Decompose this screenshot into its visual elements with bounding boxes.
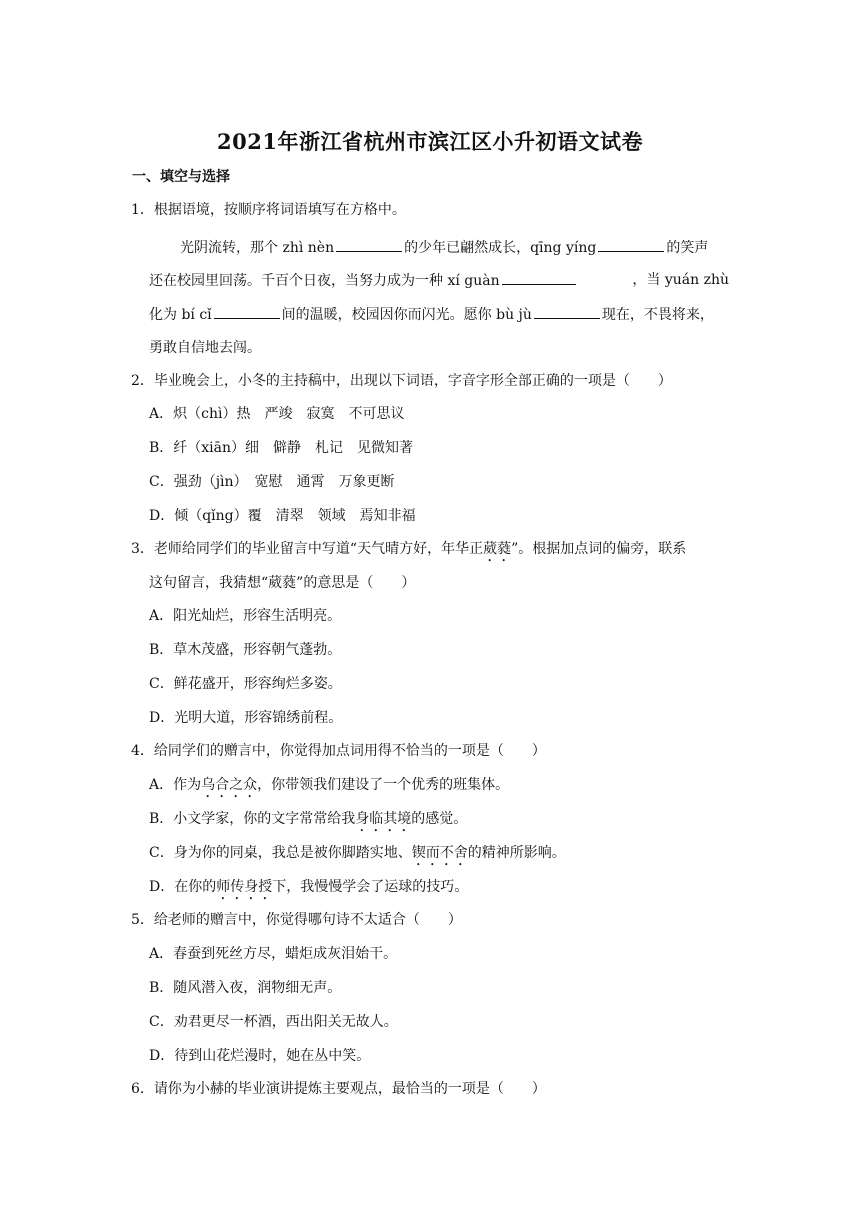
question-3-stem: 3．老师给同学们的毕业留言中写道“天气晴方好，年华正葳蕤”。根据加点词的偏旁，联系 xyxy=(131,541,687,557)
q1-paragraph-line-4: 勇敢自信地去闯。 xyxy=(149,340,261,356)
q3-option-c[interactable]: C．鲜花盛开，形容绚烂多姿。 xyxy=(149,676,342,692)
q4-option-c[interactable]: C．身为你的同桌，我总是被你脚踏实地、锲而不舍的精神所影响。 xyxy=(149,845,566,861)
section-heading: 一、填空与选择 xyxy=(132,169,230,185)
q1-paragraph-line-2: 还在校园里回荡。千百个日夜，当努力成为一种 xí guàn ，当 yuán zhù xyxy=(149,272,729,289)
q5-option-c[interactable]: C．劝君更尽一杯酒，西出阳关无故人。 xyxy=(149,1014,398,1030)
page-title: 2021年浙江省杭州市滨江区小升初语文试卷 xyxy=(217,129,643,154)
q3-option-b[interactable]: B．草木茂盛，形容朝气蓬勃。 xyxy=(149,642,342,658)
q5-option-d[interactable]: D．待到山花烂漫时，她在丛中笑。 xyxy=(149,1048,371,1064)
question-1-stem: 1．根据语境，按顺序将词语填写在方格中。 xyxy=(131,202,406,218)
q1-paragraph-line-3: 化为 bí cǐ 间的温暖，校园因你而闪光。愿你 bù jù 现在，不畏将来， xyxy=(149,304,714,325)
q4-option-a[interactable]: A．作为乌合之众，你带领我们建设了一个优秀的班集体。 xyxy=(149,777,510,793)
answer-blank[interactable] xyxy=(336,237,402,252)
q5-option-b[interactable]: B．随风潜入夜，润物细无声。 xyxy=(149,980,342,996)
question-3-stem-cont: 这句留言，我猜想“葳蕤”的意思是（ ） xyxy=(149,575,416,591)
answer-blank[interactable] xyxy=(598,237,664,252)
question-2-stem: 2．毕业晚会上，小冬的主持稿中，出现以下词语，字音字形全部正确的一项是（ ） xyxy=(131,373,672,389)
emphasized-word: 锲而不舍 xyxy=(411,845,468,861)
q2-option-b[interactable]: B．纤（xiān）细 僻静 札记 见微知著 xyxy=(149,440,414,456)
answer-blank[interactable] xyxy=(502,270,576,285)
emphasized-word: 师传身授 xyxy=(216,879,273,895)
q2-option-c[interactable]: C．强劲（jìn） 宽慰 通霄 万象更断 xyxy=(149,474,395,490)
emphasized-word: 乌合之众 xyxy=(201,777,258,793)
q2-option-a[interactable]: A．炽（chì）热 严竣 寂寞 不可思议 xyxy=(149,406,405,422)
q2-option-d[interactable]: D．倾（qǐng）覆 清翠 领域 焉知非福 xyxy=(149,508,416,524)
answer-blank[interactable] xyxy=(534,304,600,319)
question-5-stem: 5．给老师的赠言中，你觉得哪句诗不太适合（ ） xyxy=(131,912,462,928)
emphasized-word: 葳蕤 xyxy=(483,541,512,557)
q4-option-b[interactable]: B．小文学家，你的文字常常给我身临其境的感觉。 xyxy=(149,811,468,827)
q5-option-a[interactable]: A．春蚕到死丝方尽，蜡炬成灰泪始干。 xyxy=(149,946,398,962)
emphasized-word: 身临其境 xyxy=(355,811,412,827)
question-4-stem: 4．给同学们的赠言中，你觉得加点词用得不恰当的一项是（ ） xyxy=(131,743,546,759)
question-6-stem: 6．请你为小赫的毕业演讲提炼主要观点，最恰当的一项是（ ） xyxy=(131,1081,546,1097)
q1-paragraph-line-1: 光阴流转，那个 zhì nèn 的少年已翩然成长，qīng yíng 的笑声 xyxy=(180,237,708,258)
answer-blank[interactable] xyxy=(214,304,280,319)
q3-option-a[interactable]: A．阳光灿烂，形容生活明亮。 xyxy=(149,608,342,624)
q3-option-d[interactable]: D．光明大道，形容锦绣前程。 xyxy=(149,710,343,726)
q4-option-d[interactable]: D．在你的师传身授下，我慢慢学会了运球的技巧。 xyxy=(149,879,469,895)
